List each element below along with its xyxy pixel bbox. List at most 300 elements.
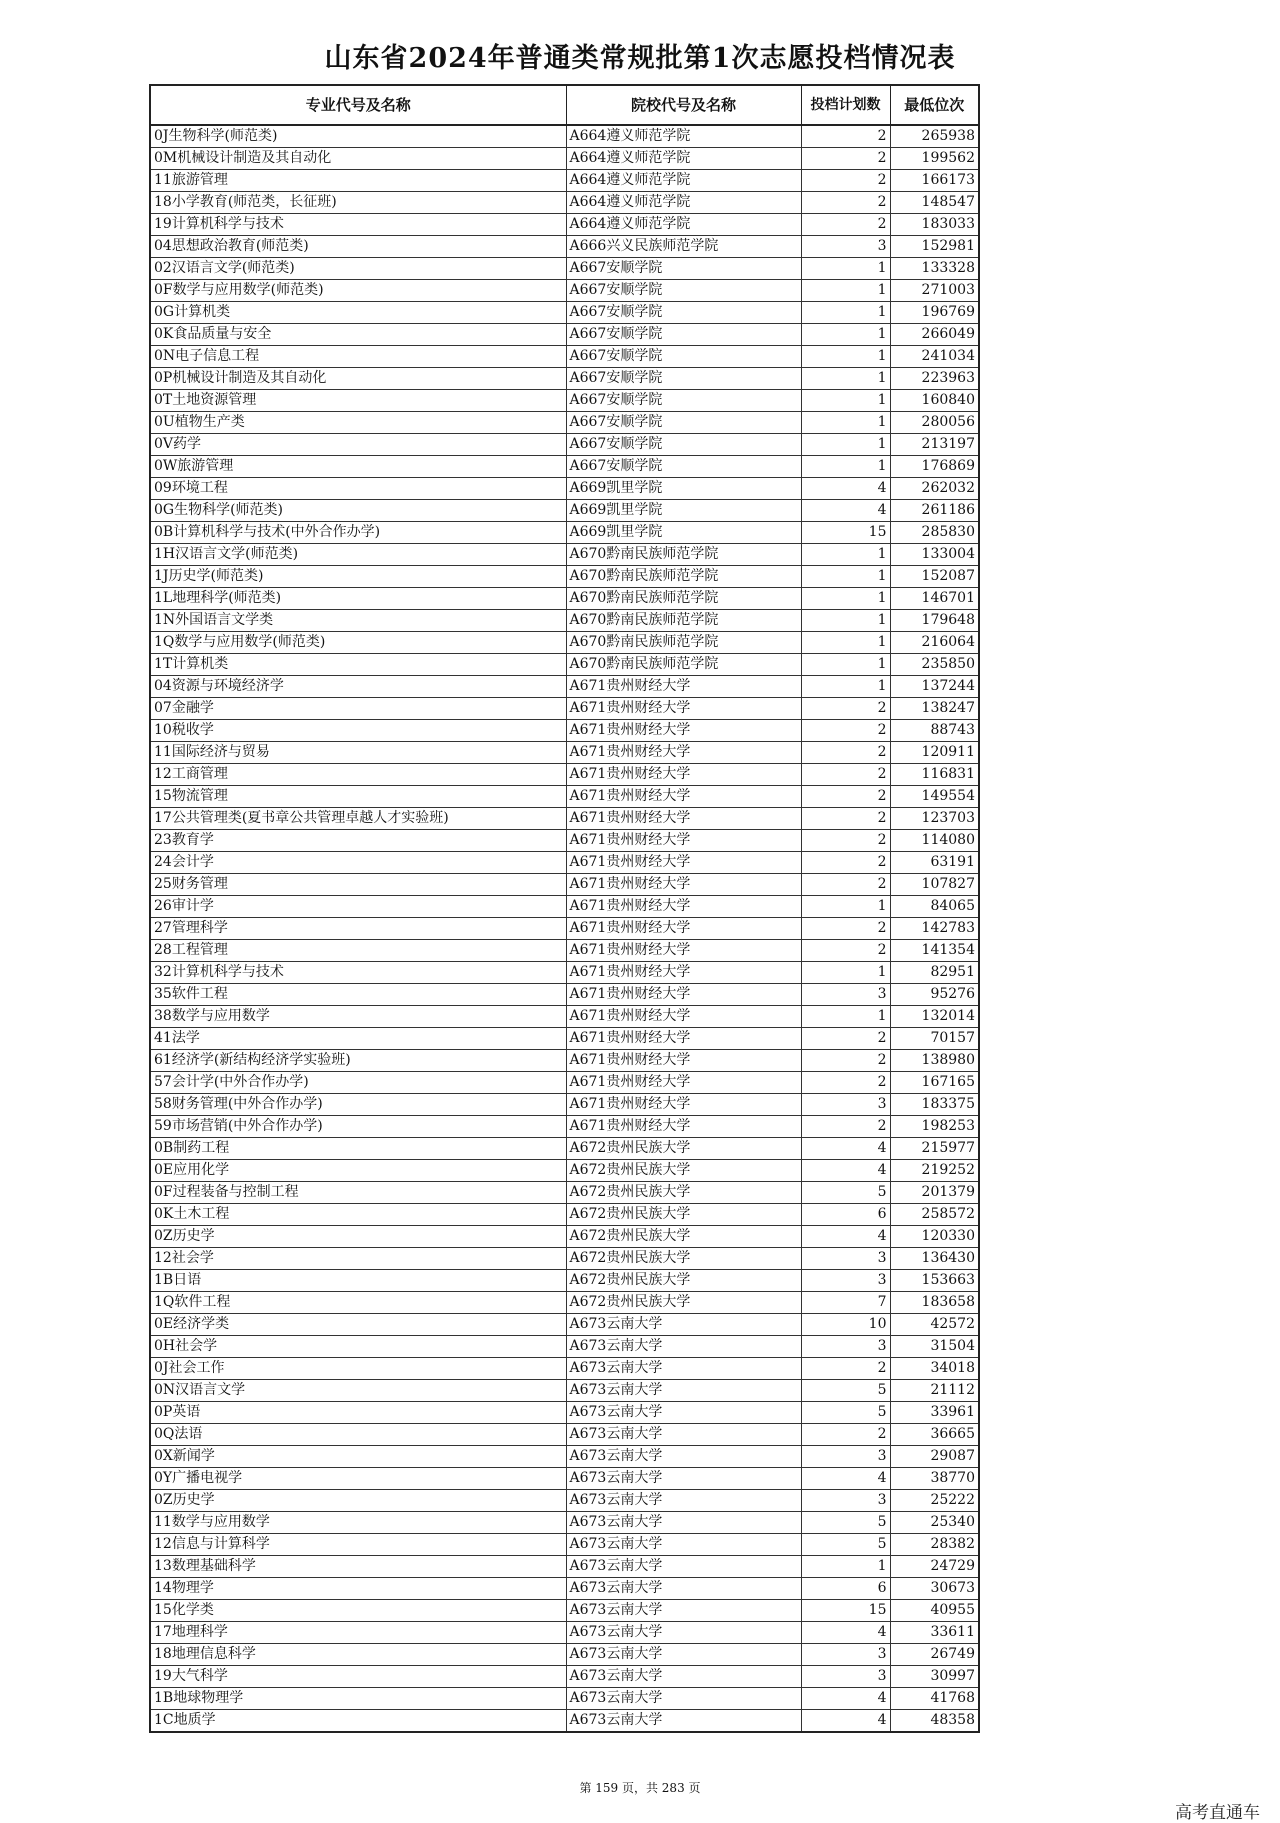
school-cell: A667安顺学院 [566, 346, 801, 368]
school-cell: A673云南大学 [566, 1446, 801, 1468]
table-row [150, 1490, 979, 1512]
rank-cell: 123703 [890, 808, 979, 830]
plan-cell: 5 [801, 1512, 890, 1534]
table-row [150, 588, 979, 610]
rank-cell: 149554 [890, 786, 979, 808]
rank-cell: 84065 [890, 896, 979, 918]
rank-cell: 95276 [890, 984, 979, 1006]
plan-cell: 2 [801, 918, 890, 940]
major-cell: 1C地质学 [150, 1710, 566, 1733]
table-row [150, 1028, 979, 1050]
school-cell: A673云南大学 [566, 1358, 801, 1380]
table-row [150, 346, 979, 368]
table-row [150, 1270, 979, 1292]
school-cell: A673云南大学 [566, 1710, 801, 1733]
table-row [150, 280, 979, 302]
major-cell: 10税收学 [150, 720, 566, 742]
table-row [150, 258, 979, 280]
rank-cell: 183375 [890, 1094, 979, 1116]
plan-cell: 3 [801, 1490, 890, 1512]
major-cell: 11旅游管理 [150, 170, 566, 192]
table-row [150, 1710, 979, 1733]
rank-cell: 280056 [890, 412, 979, 434]
rank-cell: 199562 [890, 148, 979, 170]
plan-cell: 4 [801, 478, 890, 500]
rank-cell: 215977 [890, 1138, 979, 1160]
header-plan: 投档计划数 [801, 85, 890, 125]
rank-cell: 223963 [890, 368, 979, 390]
school-cell: A671贵州财经大学 [566, 698, 801, 720]
plan-cell: 4 [801, 1468, 890, 1490]
rank-cell: 179648 [890, 610, 979, 632]
rank-cell: 41768 [890, 1688, 979, 1710]
school-cell: A673云南大学 [566, 1688, 801, 1710]
rank-cell: 183033 [890, 214, 979, 236]
plan-cell: 2 [801, 764, 890, 786]
school-cell: A669凯里学院 [566, 478, 801, 500]
table-row [150, 1578, 979, 1600]
plan-cell: 1 [801, 588, 890, 610]
table-row [150, 1622, 979, 1644]
table-row [150, 1380, 979, 1402]
school-cell: A673云南大学 [566, 1336, 801, 1358]
table-row [150, 368, 979, 390]
plan-cell: 1 [801, 412, 890, 434]
plan-cell: 2 [801, 874, 890, 896]
rank-cell: 133004 [890, 544, 979, 566]
rank-cell: 152087 [890, 566, 979, 588]
major-cell: 14物理学 [150, 1578, 566, 1600]
table-row [150, 390, 979, 412]
major-cell: 04思想政治教育(师范类) [150, 236, 566, 258]
rank-cell: 167165 [890, 1072, 979, 1094]
table-row [150, 1556, 979, 1578]
rank-cell: 48358 [890, 1710, 979, 1733]
rank-cell: 136430 [890, 1248, 979, 1270]
major-cell: 0K食品质量与安全 [150, 324, 566, 346]
plan-cell: 1 [801, 390, 890, 412]
table-row [150, 918, 979, 940]
plan-cell: 2 [801, 1050, 890, 1072]
plan-cell: 1 [801, 258, 890, 280]
school-cell: A670黔南民族师范学院 [566, 544, 801, 566]
rank-cell: 196769 [890, 302, 979, 324]
major-cell: 13数理基础科学 [150, 1556, 566, 1578]
admission-table [149, 84, 980, 1733]
table-row [150, 808, 979, 830]
table-row [150, 522, 979, 544]
major-cell: 0X新闻学 [150, 1446, 566, 1468]
table-row [150, 610, 979, 632]
rank-cell: 33611 [890, 1622, 979, 1644]
plan-cell: 15 [801, 1600, 890, 1622]
table-row [150, 236, 979, 258]
major-cell: 1J历史学(师范类) [150, 566, 566, 588]
rank-cell: 21112 [890, 1380, 979, 1402]
school-cell: A671贵州财经大学 [566, 940, 801, 962]
major-cell: 26审计学 [150, 896, 566, 918]
rank-cell: 152981 [890, 236, 979, 258]
table-row [150, 214, 979, 236]
major-cell: 0Z历史学 [150, 1226, 566, 1248]
table-row [150, 1666, 979, 1688]
table-row [150, 720, 979, 742]
table-row [150, 830, 979, 852]
rank-cell: 70157 [890, 1028, 979, 1050]
table-row [150, 874, 979, 896]
table-row [150, 1534, 979, 1556]
major-cell: 28工程管理 [150, 940, 566, 962]
rank-cell: 116831 [890, 764, 979, 786]
plan-cell: 3 [801, 1446, 890, 1468]
plan-cell: 1 [801, 896, 890, 918]
school-cell: A673云南大学 [566, 1622, 801, 1644]
table-row [150, 852, 979, 874]
plan-cell: 3 [801, 1248, 890, 1270]
plan-cell: 1 [801, 324, 890, 346]
plan-cell: 2 [801, 1028, 890, 1050]
rank-cell: 166173 [890, 170, 979, 192]
table-row [150, 1138, 979, 1160]
school-cell: A671贵州财经大学 [566, 984, 801, 1006]
plan-cell: 2 [801, 852, 890, 874]
rank-cell: 137244 [890, 676, 979, 698]
major-cell: 0G生物科学(师范类) [150, 500, 566, 522]
rank-cell: 38770 [890, 1468, 979, 1490]
page-footer: 第 159 页，共 283 页 [579, 1781, 701, 1795]
plan-cell: 2 [801, 125, 890, 148]
plan-cell: 2 [801, 214, 890, 236]
major-cell: 23教育学 [150, 830, 566, 852]
rank-cell: 241034 [890, 346, 979, 368]
plan-cell: 3 [801, 1094, 890, 1116]
school-cell: A671贵州财经大学 [566, 720, 801, 742]
major-cell: 12信息与计算科学 [150, 1534, 566, 1556]
rank-cell: 132014 [890, 1006, 979, 1028]
major-cell: 0J社会工作 [150, 1358, 566, 1380]
school-cell: A671贵州财经大学 [566, 874, 801, 896]
major-cell: 0N电子信息工程 [150, 346, 566, 368]
plan-cell: 4 [801, 1622, 890, 1644]
plan-cell: 1 [801, 434, 890, 456]
table-row [150, 1512, 979, 1534]
school-cell: A671贵州财经大学 [566, 742, 801, 764]
table-row [150, 1050, 979, 1072]
school-cell: A673云南大学 [566, 1578, 801, 1600]
rank-cell: 120330 [890, 1226, 979, 1248]
school-cell: A671贵州财经大学 [566, 786, 801, 808]
school-cell: A673云南大学 [566, 1512, 801, 1534]
table-row [150, 940, 979, 962]
table-row [150, 544, 979, 566]
table-row [150, 125, 979, 148]
school-cell: A670黔南民族师范学院 [566, 610, 801, 632]
school-cell: A672贵州民族大学 [566, 1248, 801, 1270]
table-row [150, 676, 979, 698]
table-row [150, 1600, 979, 1622]
major-cell: 0J生物科学(师范类) [150, 125, 566, 148]
rank-cell: 266049 [890, 324, 979, 346]
table-row [150, 1336, 979, 1358]
table-row [150, 962, 979, 984]
major-cell: 15化学类 [150, 1600, 566, 1622]
major-cell: 58财务管理(中外合作办学) [150, 1094, 566, 1116]
page-title: 山东省2024年普通类常规批第1次志愿投档情况表 [324, 43, 956, 74]
major-cell: 19大气科学 [150, 1666, 566, 1688]
plan-cell: 1 [801, 566, 890, 588]
major-cell: 0B计算机科学与技术(中外合作办学) [150, 522, 566, 544]
table-row [150, 434, 979, 456]
major-cell: 0N汉语言文学 [150, 1380, 566, 1402]
plan-cell: 1 [801, 676, 890, 698]
rank-cell: 262032 [890, 478, 979, 500]
plan-cell: 3 [801, 1270, 890, 1292]
plan-cell: 2 [801, 148, 890, 170]
rank-cell: 235850 [890, 654, 979, 676]
rank-cell: 138247 [890, 698, 979, 720]
table-row [150, 1292, 979, 1314]
plan-cell: 5 [801, 1534, 890, 1556]
plan-cell: 5 [801, 1182, 890, 1204]
major-cell: 57会计学(中外合作办学) [150, 1072, 566, 1094]
plan-cell: 2 [801, 1116, 890, 1138]
plan-cell: 2 [801, 940, 890, 962]
rank-cell: 183658 [890, 1292, 979, 1314]
plan-cell: 3 [801, 1666, 890, 1688]
major-cell: 0Z历史学 [150, 1490, 566, 1512]
school-cell: A671贵州财经大学 [566, 1006, 801, 1028]
rank-cell: 36665 [890, 1424, 979, 1446]
school-cell: A672贵州民族大学 [566, 1182, 801, 1204]
rank-cell: 198253 [890, 1116, 979, 1138]
school-cell: A671贵州财经大学 [566, 764, 801, 786]
school-cell: A667安顺学院 [566, 258, 801, 280]
rank-cell: 30673 [890, 1578, 979, 1600]
plan-cell: 2 [801, 170, 890, 192]
table-row [150, 478, 979, 500]
rank-cell: 114080 [890, 830, 979, 852]
major-cell: 1L地理科学(师范类) [150, 588, 566, 610]
major-cell: 0Q法语 [150, 1424, 566, 1446]
table-row [150, 698, 979, 720]
major-cell: 27管理科学 [150, 918, 566, 940]
major-cell: 09环境工程 [150, 478, 566, 500]
major-cell: 11国际经济与贸易 [150, 742, 566, 764]
school-cell: A673云南大学 [566, 1380, 801, 1402]
table-row [150, 1402, 979, 1424]
plan-cell: 1 [801, 280, 890, 302]
rank-cell: 28382 [890, 1534, 979, 1556]
school-cell: A670黔南民族师范学院 [566, 632, 801, 654]
major-cell: 35软件工程 [150, 984, 566, 1006]
table-row [150, 302, 979, 324]
major-cell: 1H汉语言文学(师范类) [150, 544, 566, 566]
major-cell: 32计算机科学与技术 [150, 962, 566, 984]
rank-cell: 138980 [890, 1050, 979, 1072]
rank-cell: 40955 [890, 1600, 979, 1622]
school-cell: A673云南大学 [566, 1490, 801, 1512]
plan-cell: 6 [801, 1578, 890, 1600]
school-cell: A671贵州财经大学 [566, 1028, 801, 1050]
rank-cell: 63191 [890, 852, 979, 874]
major-cell: 15物流管理 [150, 786, 566, 808]
rank-cell: 88743 [890, 720, 979, 742]
table-row [150, 896, 979, 918]
rank-cell: 148547 [890, 192, 979, 214]
table-header-row [150, 85, 979, 125]
plan-cell: 2 [801, 192, 890, 214]
school-cell: A673云南大学 [566, 1402, 801, 1424]
school-cell: A667安顺学院 [566, 368, 801, 390]
plan-cell: 7 [801, 1292, 890, 1314]
plan-cell: 3 [801, 1336, 890, 1358]
rank-cell: 153663 [890, 1270, 979, 1292]
major-cell: 0W旅游管理 [150, 456, 566, 478]
rank-cell: 26749 [890, 1644, 979, 1666]
major-cell: 1Q软件工程 [150, 1292, 566, 1314]
major-cell: 0P英语 [150, 1402, 566, 1424]
plan-cell: 1 [801, 632, 890, 654]
header-major: 专业代号及名称 [150, 85, 566, 125]
school-cell: A671贵州财经大学 [566, 808, 801, 830]
school-cell: A667安顺学院 [566, 390, 801, 412]
plan-cell: 4 [801, 500, 890, 522]
table-row [150, 1358, 979, 1380]
plan-cell: 3 [801, 1644, 890, 1666]
school-cell: A673云南大学 [566, 1314, 801, 1336]
school-cell: A670黔南民族师范学院 [566, 588, 801, 610]
school-cell: A670黔南民族师范学院 [566, 654, 801, 676]
school-cell: A664遵义师范学院 [566, 214, 801, 236]
major-cell: 1B日语 [150, 1270, 566, 1292]
rank-cell: 216064 [890, 632, 979, 654]
major-cell: 17地理科学 [150, 1622, 566, 1644]
school-cell: A672贵州民族大学 [566, 1204, 801, 1226]
plan-cell: 4 [801, 1160, 890, 1182]
school-cell: A664遵义师范学院 [566, 148, 801, 170]
table-row [150, 1072, 979, 1094]
plan-cell: 2 [801, 830, 890, 852]
major-cell: 0Y广播电视学 [150, 1468, 566, 1490]
plan-cell: 4 [801, 1710, 890, 1733]
rank-cell: 258572 [890, 1204, 979, 1226]
school-cell: A671贵州财经大学 [566, 852, 801, 874]
table-body [150, 125, 979, 1732]
plan-cell: 1 [801, 544, 890, 566]
plan-cell: 2 [801, 1072, 890, 1094]
major-cell: 18地理信息科学 [150, 1644, 566, 1666]
rank-cell: 213197 [890, 434, 979, 456]
plan-cell: 1 [801, 654, 890, 676]
plan-cell: 2 [801, 698, 890, 720]
major-cell: 0G计算机类 [150, 302, 566, 324]
school-cell: A666兴义民族师范学院 [566, 236, 801, 258]
table-row [150, 984, 979, 1006]
school-cell: A671贵州财经大学 [566, 1116, 801, 1138]
table-row [150, 1688, 979, 1710]
school-cell: A664遵义师范学院 [566, 170, 801, 192]
plan-cell: 5 [801, 1402, 890, 1424]
rank-cell: 82951 [890, 962, 979, 984]
rank-cell: 25340 [890, 1512, 979, 1534]
rank-cell: 265938 [890, 125, 979, 148]
rank-cell: 33961 [890, 1402, 979, 1424]
major-cell: 1T计算机类 [150, 654, 566, 676]
school-cell: A673云南大学 [566, 1556, 801, 1578]
plan-cell: 6 [801, 1204, 890, 1226]
school-cell: A671贵州财经大学 [566, 830, 801, 852]
table-row [150, 1424, 979, 1446]
rank-cell: 141354 [890, 940, 979, 962]
major-cell: 41法学 [150, 1028, 566, 1050]
major-cell: 59市场营销(中外合作办学) [150, 1116, 566, 1138]
rank-cell: 219252 [890, 1160, 979, 1182]
plan-cell: 1 [801, 302, 890, 324]
plan-cell: 2 [801, 1358, 890, 1380]
plan-cell: 1 [801, 962, 890, 984]
major-cell: 24会计学 [150, 852, 566, 874]
plan-cell: 3 [801, 984, 890, 1006]
rank-cell: 24729 [890, 1556, 979, 1578]
major-cell: 1N外国语言文学类 [150, 610, 566, 632]
rank-cell: 261186 [890, 500, 979, 522]
plan-cell: 15 [801, 522, 890, 544]
major-cell: 12工商管理 [150, 764, 566, 786]
school-cell: A672贵州民族大学 [566, 1138, 801, 1160]
major-cell: 25财务管理 [150, 874, 566, 896]
table-row [150, 1204, 979, 1226]
rank-cell: 201379 [890, 1182, 979, 1204]
table-row [150, 324, 979, 346]
plan-cell: 2 [801, 786, 890, 808]
table-row [150, 764, 979, 786]
school-cell: A671贵州财经大学 [566, 1050, 801, 1072]
school-cell: A667安顺学院 [566, 324, 801, 346]
rank-cell: 30997 [890, 1666, 979, 1688]
major-cell: 0M机械设计制造及其自动化 [150, 148, 566, 170]
major-cell: 0E经济学类 [150, 1314, 566, 1336]
table-row [150, 1468, 979, 1490]
major-cell: 19计算机科学与技术 [150, 214, 566, 236]
school-cell: A673云南大学 [566, 1468, 801, 1490]
table-row [150, 148, 979, 170]
table-row [150, 1446, 979, 1468]
major-cell: 0U植物生产类 [150, 412, 566, 434]
table-row [150, 1644, 979, 1666]
header-rank: 最低位次 [890, 85, 979, 125]
major-cell: 0K土木工程 [150, 1204, 566, 1226]
school-cell: A669凯里学院 [566, 522, 801, 544]
school-cell: A669凯里学院 [566, 500, 801, 522]
major-cell: 0B制药工程 [150, 1138, 566, 1160]
header-school: 院校代号及名称 [566, 85, 801, 125]
table-row [150, 632, 979, 654]
school-cell: A671贵州财经大学 [566, 918, 801, 940]
plan-cell: 2 [801, 1424, 890, 1446]
table-row [150, 1116, 979, 1138]
school-cell: A671贵州财经大学 [566, 676, 801, 698]
school-cell: A672贵州民族大学 [566, 1270, 801, 1292]
major-cell: 0P机械设计制造及其自动化 [150, 368, 566, 390]
rank-cell: 160840 [890, 390, 979, 412]
major-cell: 07金融学 [150, 698, 566, 720]
rank-cell: 120911 [890, 742, 979, 764]
rank-cell: 146701 [890, 588, 979, 610]
plan-cell: 10 [801, 1314, 890, 1336]
major-cell: 0H社会学 [150, 1336, 566, 1358]
table-row [150, 412, 979, 434]
school-cell: A671贵州财经大学 [566, 962, 801, 984]
